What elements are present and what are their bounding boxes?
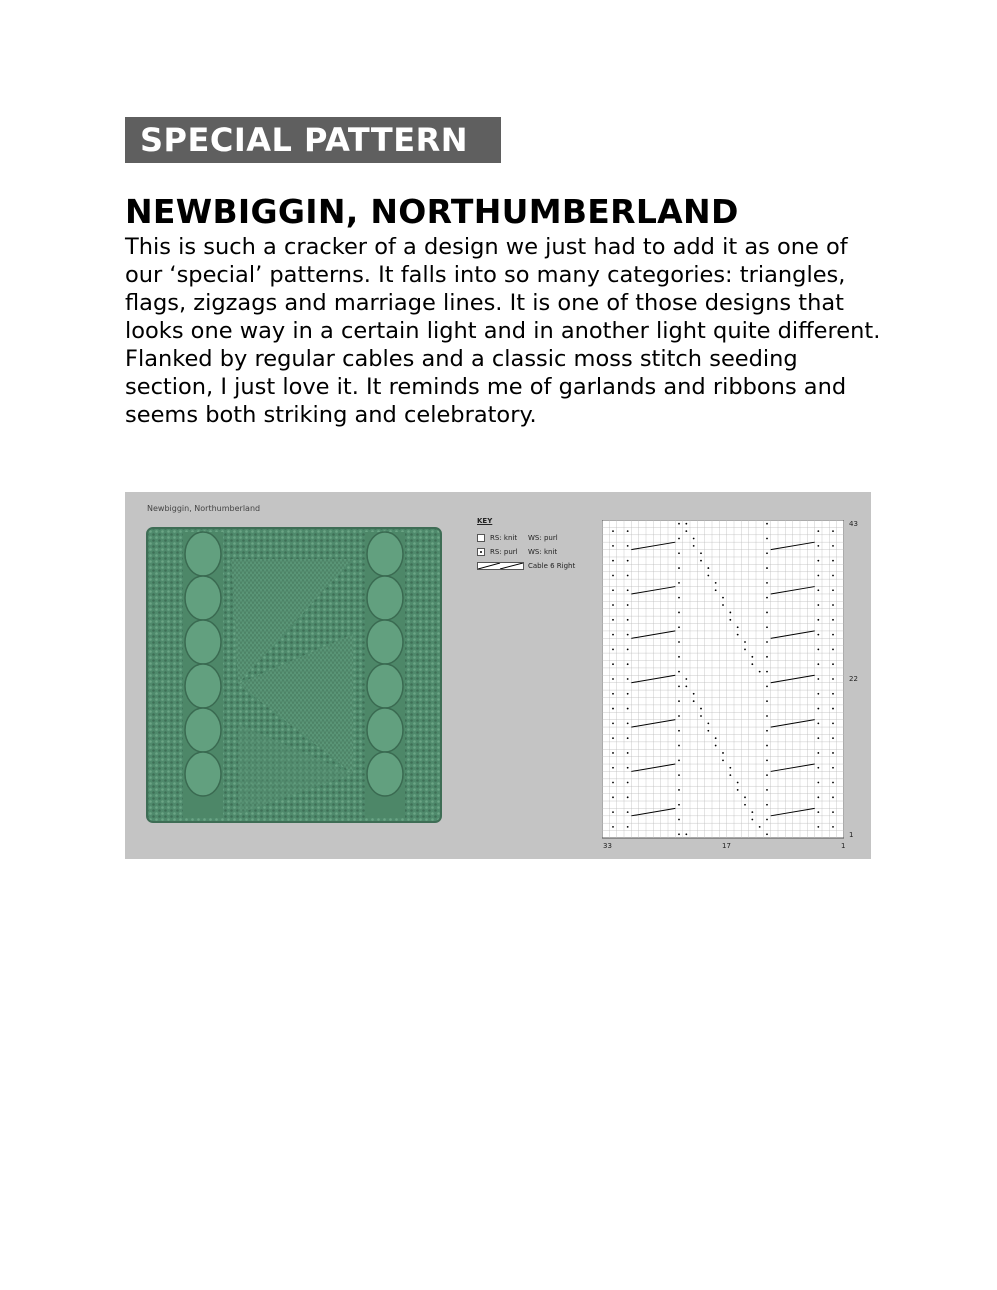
key-ws-label: WS: purl <box>528 534 558 542</box>
chart-column-number: 1 <box>841 842 846 850</box>
pattern-title: NEWBIGGIN, NORTHUMBERLAND <box>125 192 739 231</box>
chart-column-number: 17 <box>722 842 731 850</box>
chart-key <box>477 517 575 573</box>
pattern-figure <box>125 492 871 859</box>
key-row-knit <box>477 531 575 545</box>
knitting-chart-grid <box>602 520 844 840</box>
pattern-description: This is such a cracker of a design we just had to add it as one of our ‘special’ patterns. It falls into so many categories: triangles, flags, zigzags and marriage lines. It is one of those designs that looks one way in a certain light and in another light quite different. Flanked by regular cables and a classic moss stitch seeding section, I just love it. It reminds me of garlands and ribbons and seems both striking and celebratory. <box>125 234 881 428</box>
purl-symbol-icon <box>477 548 485 556</box>
key-ws-label: WS: knit <box>528 548 558 556</box>
section-banner: SPECIAL PATTERN <box>125 117 501 163</box>
key-row-cable <box>477 559 575 573</box>
figure-caption: Newbiggin, Northumberland <box>147 504 261 513</box>
key-rs-label: RS: knit <box>490 534 518 542</box>
key-rs-label: RS: purl <box>490 548 518 556</box>
knitted-swatch-image <box>143 524 445 826</box>
key-cable-label: Cable 6 Right <box>528 562 576 570</box>
key-title: KEY <box>477 517 493 525</box>
chart-row-number: 1 <box>849 831 854 839</box>
chart-row-number: 43 <box>849 520 858 528</box>
chart-column-number: 33 <box>603 842 612 850</box>
key-row-purl <box>477 545 575 559</box>
chart-row-number: 22 <box>849 675 858 683</box>
cable-symbol-icon <box>477 562 524 570</box>
knit-symbol-icon <box>477 534 485 542</box>
